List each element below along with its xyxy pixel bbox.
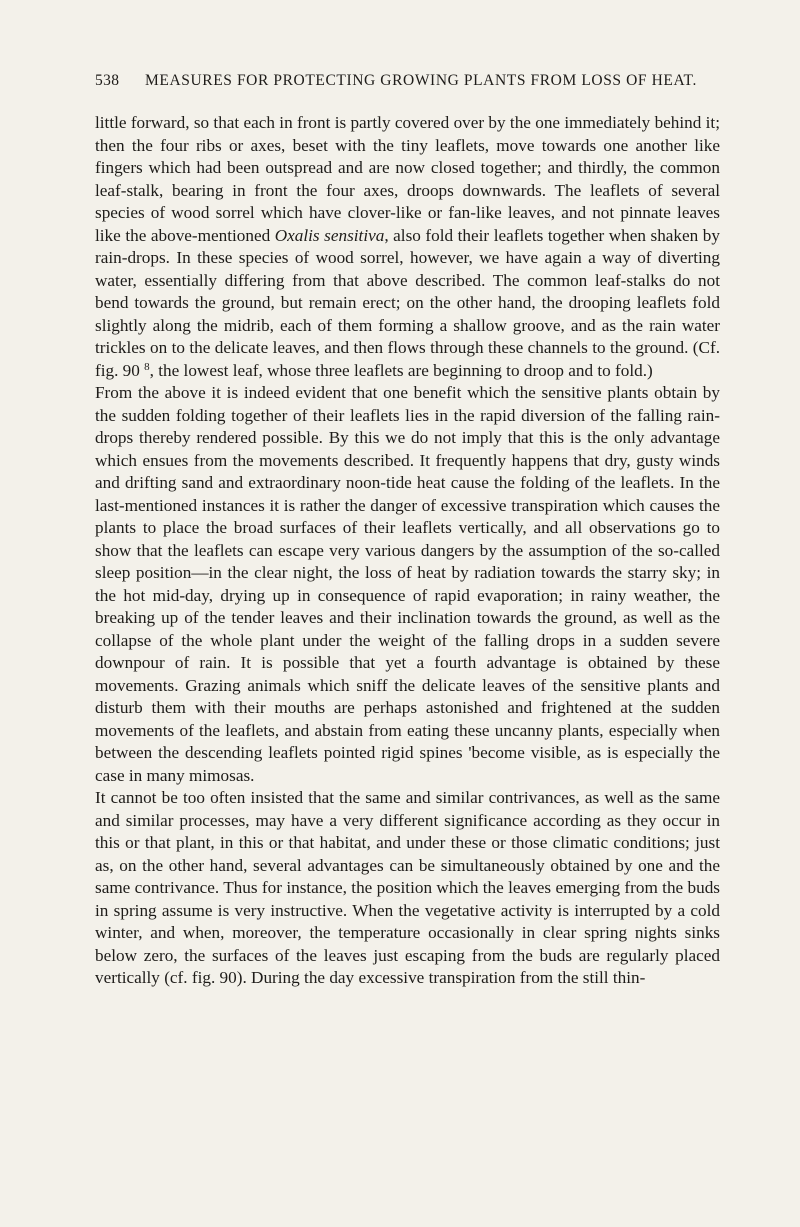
italic-species-name: Oxalis sensitiva	[274, 225, 385, 245]
text-run: It cannot be too often insisted that the same and similar contrivances, as well as the same and similar processes, may have a very different significance according as they occur in this or that plant, in this or that habitat, and under these or those climatic conditions; just as, on the other hand, several advantages can be simultaneously obtained by one and the same contrivance. Thus for instance, the position which the leaves emerging from the buds in spring assume is very instructive. When the vegetative activity is interrupted by a cold winter, and when, moreover, the temperature occasionally in clear spring nights sinks below zero, the surfaces of the leaves just escaping from the buds are regularly placed vertically (cf. fig. 90). During the day excessive transpiration from the still thin-	[95, 788, 720, 987]
text-run: little forward, so that each in front is partly covered over by the one immediately behind it; then the four ribs or axes, beset with the tiny leaflets, move towards one another like fingers which had been outspread and are now closed together; and thirdly, the common leaf-stalk, bearing in front the four axes, droops downwards. The leaflets of several species of wood sorrel which have clover-like or fan-like leaves, and not pinnate leaves like the above-mentioned	[95, 113, 720, 245]
text-run: , the lowest leaf, whose three leaflets are beginning to droop and to fold.)	[149, 360, 653, 380]
paragraph	[95, 382, 720, 787]
running-head	[95, 72, 720, 96]
text-run: , also fold their leaflets together when shaken by rain-drops. In these species of wood sorrel, however, we have again a way of diverting water, essentially differing from that above described. The common leaf-stalks do not bend towards the ground, but remain erect; on the other hand, the drooping leaflets fold slightly along the midrib, each of them forming a shallow groove, and as the rain water trickles on to the delicate leaves, and then flows through these channels to the ground. (Cf. fig. 90	[95, 225, 720, 380]
paragraph	[95, 787, 720, 990]
running-title: MEASURES FOR PROTECTING GROWING PLANTS FROM LOSS OF HEAT.	[145, 72, 697, 89]
page-number: 538	[95, 72, 120, 89]
figure-reference-superscript: 8	[144, 360, 150, 373]
text-run: From the above it is indeed evident that one benefit which the sensitive plants obtain by the sudden folding together of their leaflets lies in the rapid diversion of the falling rain-drops thereby rendered possible. By this we do not imply that this is the only advantage which ensues from the movements described. It frequently happens that dry, gusty winds and drifting sand and extraordinary noon-tide heat cause the folding of the leaflets. In the last-mentioned instances it is rather the danger of excessive transpiration which causes the plants to place the broad surfaces of their leaflets vertically, and all observations go to show that the leaflets can escape very various dangers by the assumption of the so-called sleep position—in the clear night, the loss of heat by radiation towards the starry sky; in the hot mid-day, drying up in consequence of rapid evaporation; in rainy weather, the breaking up of the tender leaves and their inclination towards the ground, as well as the collapse of the whole plant under the weight of the falling drops in a sudden severe downpour of rain. It is possible that yet a fourth advantage is obtained by these movements. Grazing animals which sniff the delicate leaves of the sensitive plants and disturb them with their mouths are perhaps astonished and frightened at the sudden movements of the leaflets, and abstain from eating these uncanny plants, especially when between the descending leaflets pointed rigid spines 'become visible, as is especially the case in many mimosas.	[95, 383, 720, 785]
body-text	[95, 112, 720, 990]
paragraph	[95, 112, 720, 382]
